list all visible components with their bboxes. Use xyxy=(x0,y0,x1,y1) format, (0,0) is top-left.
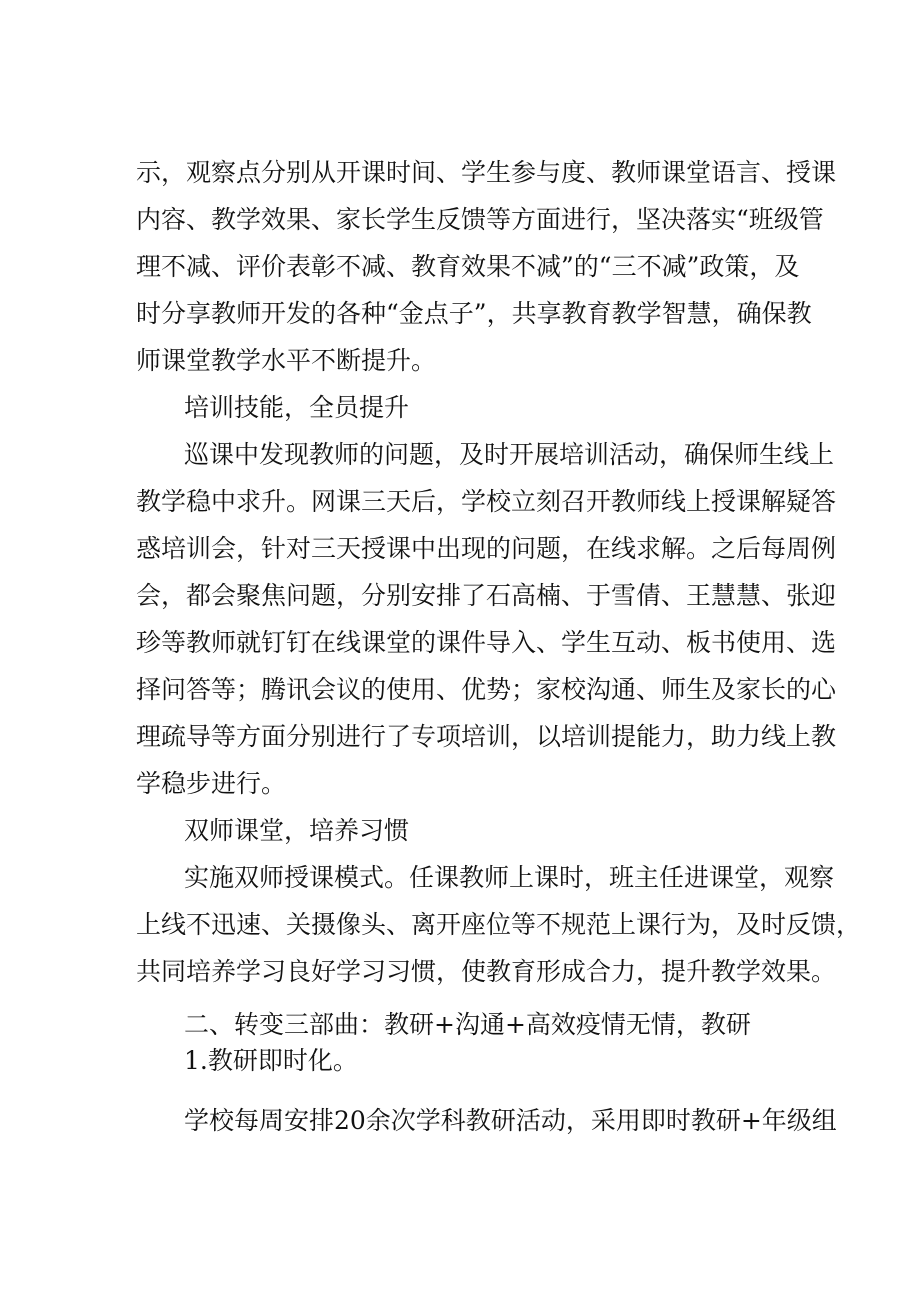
paragraph-line: 共同培养学习良好学习习惯，使教育形成合力，提升教学效果。 xyxy=(136,957,837,986)
section-heading: 双师课堂，培养习惯 xyxy=(184,816,410,845)
paragraph-line: 实施双师授课模式。任课教师上课时，班主任进课堂，观察 xyxy=(184,863,835,892)
paragraph-line: 学校每周安排20余次学科教研活动，采用即时教研+年级组 xyxy=(184,1106,837,1135)
subsection-heading: 1.教研即时化。 xyxy=(184,1046,358,1075)
paragraph-line: 示，观察点分别从开课时间、学生参与度、教师课堂语言、授课 xyxy=(136,158,837,187)
paragraph-line: 内容、教学效果、家长学生反馈等方面进行，坚决落实“班级管 xyxy=(136,205,824,234)
paragraph-line: 珍等教师就钉钉在线课堂的课件导入、学生互动、板书使用、选 xyxy=(136,628,837,657)
paragraph-line: 学稳步进行。 xyxy=(136,769,287,798)
paragraph-line: 时分享教师开发的各种“金点子”，共享教育教学智慧，确保教 xyxy=(136,299,812,328)
paragraph-line: 上线不迅速、关摄像头、离开座位等不规范上课行为，及时反馈， xyxy=(136,910,862,939)
paragraph-line: 择问答等；腾讯会议的使用、优势；家校沟通、师生及家长的心 xyxy=(136,675,837,704)
section-heading: 培训技能，全员提升 xyxy=(184,393,410,422)
paragraph-line: 巡课中发现教师的问题，及时开展培训活动，确保师生线上 xyxy=(184,440,835,469)
paragraph-line: 理疏导等方面分别进行了专项培训，以培训提能力，助力线上教 xyxy=(136,722,837,751)
paragraph-line: 教学稳中求升。网课三天后，学校立刻召开教师线上授课解疑答 xyxy=(136,487,837,516)
section-heading: 二、转变三部曲：教研+沟通+高效疫情无情，教研 xyxy=(184,1010,751,1039)
paragraph-line: 理不减、评价表彰不减、教育效果不减”的“三不减”政策，及 xyxy=(136,252,800,281)
paragraph-line: 师课堂教学水平不断提升。 xyxy=(136,346,437,375)
paragraph-line: 惑培训会，针对三天授课中出现的问题，在线求解。之后每周例 xyxy=(136,534,837,563)
paragraph-line: 会，都会聚焦问题，分别安排了石高楠、于雪倩、王慧慧、张迎 xyxy=(136,581,837,610)
